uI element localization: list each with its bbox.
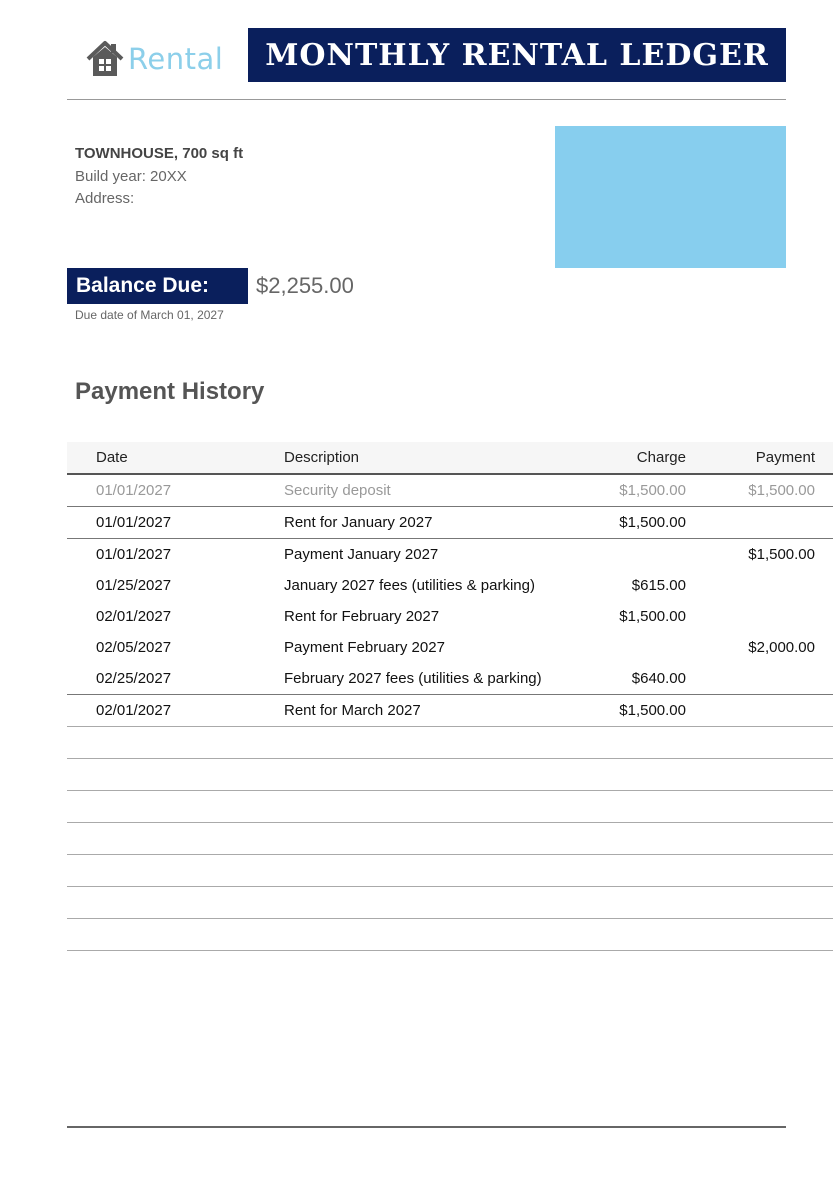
empty-row — [67, 791, 833, 823]
empty-row — [67, 727, 833, 759]
cell-date: 01/01/2027 — [67, 474, 284, 507]
cell-date: 02/01/2027 — [67, 695, 284, 727]
page-title: MONTHLY RENTAL LEDGER — [248, 28, 786, 82]
cell-payment: $1,500.00 — [748, 546, 815, 563]
payment-history-table — [67, 442, 833, 951]
cell-payment — [686, 695, 833, 727]
cell-description: Rent for March 2027 — [284, 695, 584, 727]
cell-date: 01/01/2027 — [67, 507, 284, 539]
empty-row — [67, 759, 833, 791]
cell-payment — [686, 663, 833, 695]
table-row — [67, 663, 833, 695]
cell-charge: $615.00 — [631, 577, 686, 594]
empty-row — [67, 855, 833, 887]
table-row — [67, 695, 833, 727]
cell-charge: $1,500.00 — [619, 608, 686, 625]
cell-description: Payment February 2027 — [284, 639, 445, 656]
empty-row — [67, 887, 833, 919]
col-charge: Charge — [584, 442, 686, 474]
col-payment: Payment — [686, 442, 833, 474]
cell-charge: $1,500.00 — [584, 695, 686, 727]
table-row — [67, 539, 833, 571]
cell-charge — [584, 539, 686, 571]
cell-description: January 2027 fees (utilities & parking) — [284, 577, 535, 594]
cell-date: 02/05/2027 — [96, 639, 172, 656]
balance-due-amount: $2,255.00 — [256, 273, 354, 298]
property-info — [75, 143, 243, 211]
due-date: Due date of March 01, 2027 — [75, 308, 224, 322]
cell-date: 01/25/2027 — [96, 577, 172, 594]
address: Address: — [75, 190, 135, 207]
cell-payment: $1,500.00 — [686, 474, 833, 507]
col-description: Description — [284, 442, 584, 474]
table-row — [67, 507, 833, 539]
cell-payment — [686, 507, 833, 539]
cell-description: Rent for February 2027 — [284, 608, 440, 625]
cell-payment: $2,000.00 — [748, 639, 815, 656]
empty-row — [67, 823, 833, 855]
cell-description: Security deposit — [284, 474, 584, 507]
build-year: Build year: 20XX — [75, 167, 187, 185]
cell-date: 02/01/2027 — [96, 608, 172, 625]
section-title: Payment History — [75, 378, 265, 405]
cell-charge: $640.00 — [584, 663, 686, 695]
table-row — [67, 474, 833, 507]
house-icon — [84, 38, 126, 80]
table-header-row — [67, 442, 833, 474]
table-row — [67, 601, 833, 632]
cell-payment — [686, 570, 833, 601]
cell-date: 01/01/2027 — [96, 546, 172, 563]
cell-payment — [686, 601, 833, 632]
property-photo-placeholder — [555, 126, 786, 268]
cell-charge: $1,500.00 — [584, 474, 686, 507]
col-date: Date — [67, 442, 284, 474]
table-row — [67, 570, 833, 601]
empty-row — [67, 919, 833, 951]
logo — [84, 34, 244, 84]
footer-divider — [67, 1126, 786, 1128]
cell-charge — [584, 632, 686, 663]
divider — [67, 99, 786, 100]
table-row — [67, 632, 833, 663]
logo-text: Rental — [128, 42, 224, 76]
cell-description: Rent for January 2027 — [284, 507, 584, 539]
cell-description: February 2027 fees (utilities & parking) — [284, 663, 584, 695]
cell-charge: $1,500.00 — [584, 507, 686, 539]
cell-description: Payment January 2027 — [284, 546, 439, 563]
cell-date: 02/25/2027 — [67, 663, 284, 695]
balance-due-label: Balance Due: — [67, 268, 248, 304]
property-type: TOWNHOUSE, 700 sq ft — [75, 145, 244, 162]
